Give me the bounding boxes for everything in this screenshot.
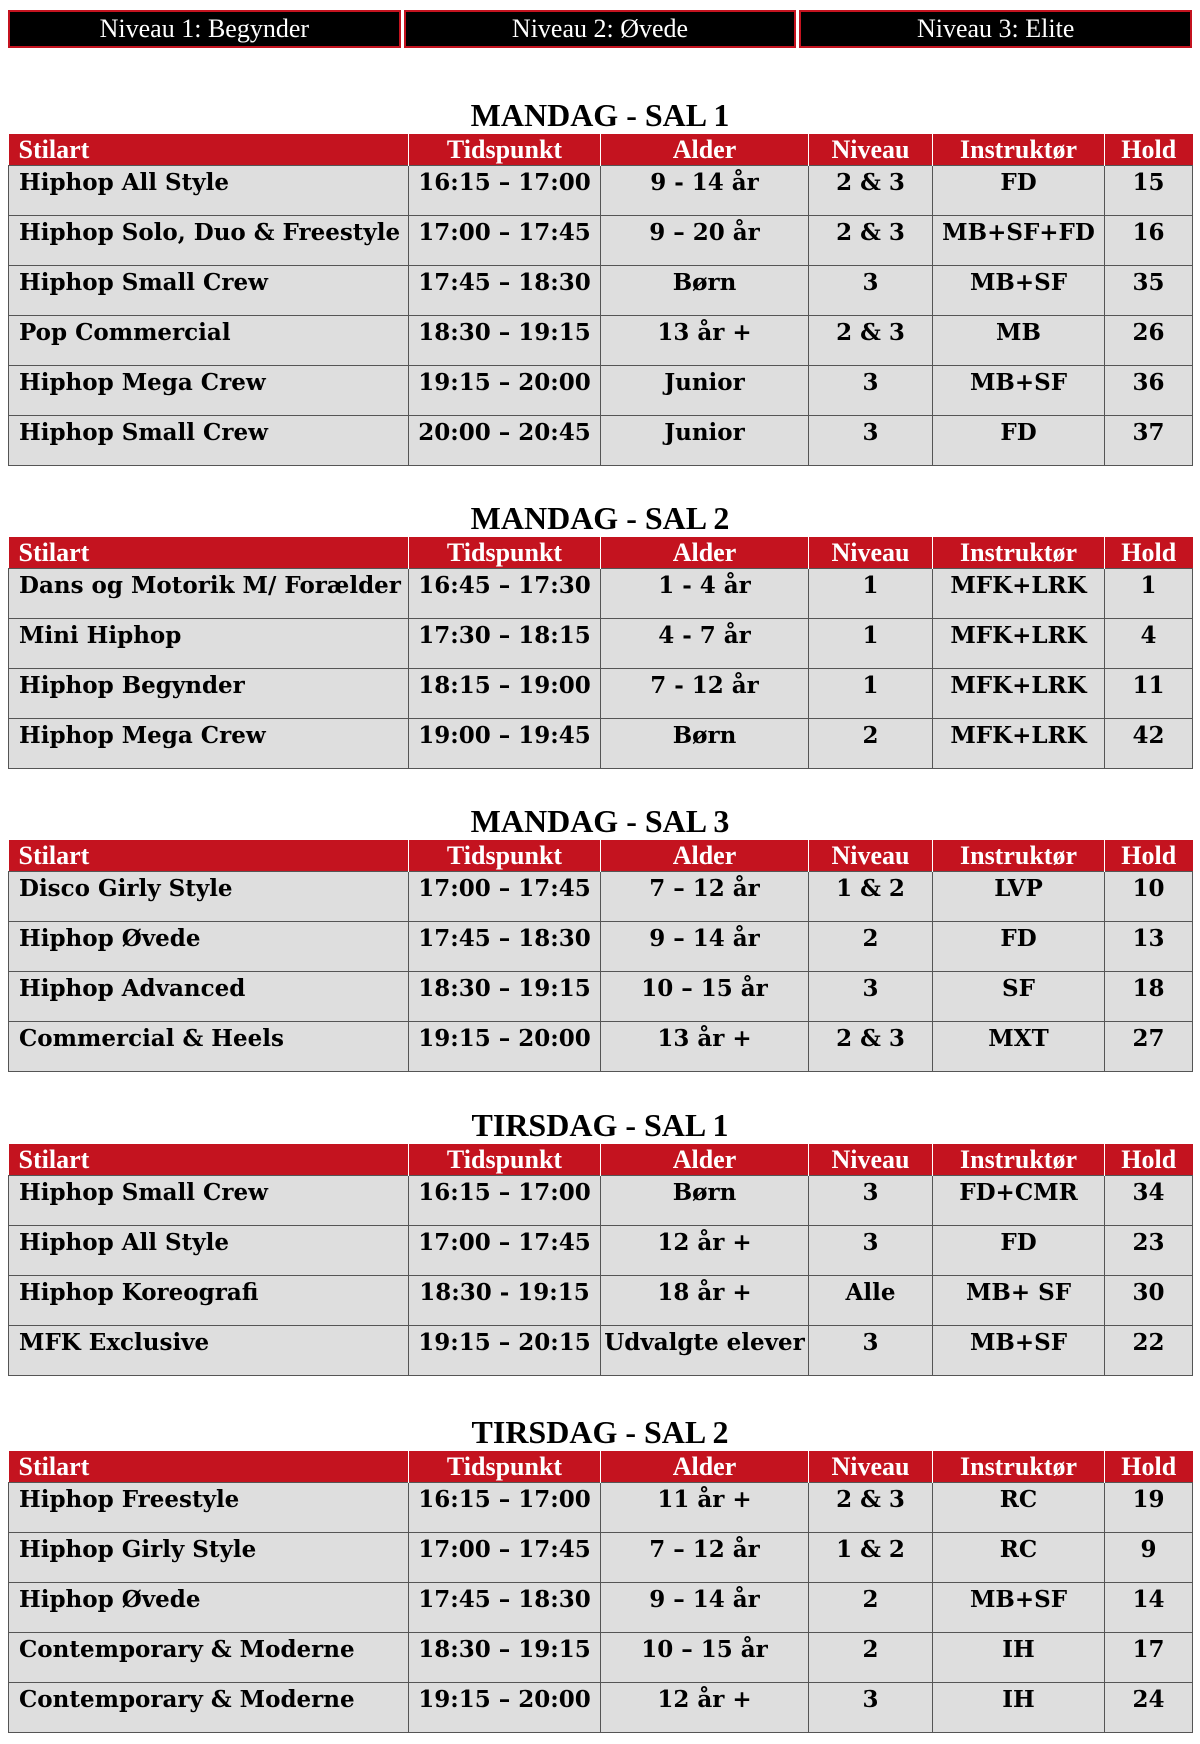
- table-row: [9, 1022, 1193, 1072]
- level-2-label: Niveau 2: Øvede: [404, 10, 797, 48]
- table-row: [9, 166, 1193, 216]
- table-row: [9, 1483, 1193, 1533]
- cell-tidspunkt: 16:15 – 17:00: [409, 166, 601, 216]
- cell-niveau: 1: [809, 669, 933, 719]
- section-title: MANDAG - SAL 3: [470, 803, 730, 839]
- cell-tidspunkt: 18:30 – 19:15: [409, 1633, 601, 1683]
- cell-instruktor: MXT: [933, 1022, 1105, 1072]
- cell-stilart: Dans og Motorik M/ Forælder: [9, 569, 409, 619]
- cell-tidspunkt: 17:00 – 17:45: [409, 216, 601, 266]
- column-header-stilart: Stilart: [9, 840, 409, 872]
- table-row: [9, 569, 1193, 619]
- cell-niveau: 3: [809, 416, 933, 466]
- table-row: [9, 1533, 1193, 1583]
- cell-niveau: 3: [809, 1176, 933, 1226]
- cell-stilart: Hiphop Small Crew: [9, 416, 409, 466]
- column-header-tidspunkt: Tidspunkt: [409, 134, 601, 166]
- cell-alder: 9 - 14 år: [601, 166, 809, 216]
- cell-niveau: 2: [809, 1583, 933, 1633]
- column-header-alder: Alder: [601, 840, 809, 872]
- schedule-table: [8, 134, 1193, 466]
- column-header-alder: Alder: [601, 1144, 809, 1176]
- cell-instruktor: FD: [933, 922, 1105, 972]
- column-header-tidspunkt: Tidspunkt: [409, 840, 601, 872]
- cell-niveau: 3: [809, 266, 933, 316]
- cell-stilart: Hiphop Øvede: [9, 922, 409, 972]
- cell-tidspunkt: 17:00 – 17:45: [409, 1533, 601, 1583]
- table-header-row: [9, 1144, 1193, 1176]
- cell-instruktor: SF: [933, 972, 1105, 1022]
- cell-stilart: MFK Exclusive: [9, 1326, 409, 1376]
- cell-stilart: Contemporary & Moderne: [9, 1633, 409, 1683]
- cell-stilart: Hiphop Small Crew: [9, 1176, 409, 1226]
- cell-hold: 42: [1105, 719, 1193, 769]
- cell-niveau: Alle: [809, 1276, 933, 1326]
- level-3-label: Niveau 3: Elite: [799, 10, 1192, 48]
- cell-niveau: 2: [809, 922, 933, 972]
- table-row: [9, 416, 1193, 466]
- cell-alder: Junior: [601, 416, 809, 466]
- column-header-instruktor: Instruktør: [933, 840, 1105, 872]
- cell-niveau: 3: [809, 366, 933, 416]
- column-header-instruktor: Instruktør: [933, 1451, 1105, 1483]
- section-title: MANDAG - SAL 2: [470, 500, 730, 536]
- cell-tidspunkt: 16:15 – 17:00: [409, 1483, 601, 1533]
- cell-alder: 7 - 12 år: [601, 669, 809, 719]
- column-header-alder: Alder: [601, 537, 809, 569]
- section-title: TIRSDAG - SAL 1: [471, 1107, 729, 1143]
- column-header-alder: Alder: [601, 134, 809, 166]
- cell-hold: 15: [1105, 166, 1193, 216]
- cell-alder: 11 år +: [601, 1483, 809, 1533]
- cell-niveau: 1 & 2: [809, 1533, 933, 1583]
- cell-tidspunkt: 19:00 – 19:45: [409, 719, 601, 769]
- schedule-table: [8, 1451, 1193, 1733]
- column-header-niveau: Niveau: [809, 840, 933, 872]
- cell-niveau: 1 & 2: [809, 872, 933, 922]
- cell-tidspunkt: 18:30 – 19:15: [409, 316, 601, 366]
- table-row: [9, 366, 1193, 416]
- cell-instruktor: MB+SF: [933, 366, 1105, 416]
- table-row: [9, 1326, 1193, 1376]
- cell-alder: 1 - 4 år: [601, 569, 809, 619]
- cell-stilart: Disco Girly Style: [9, 872, 409, 922]
- column-header-tidspunkt: Tidspunkt: [409, 1451, 601, 1483]
- cell-niveau: 3: [809, 1226, 933, 1276]
- cell-stilart: Hiphop Begynder: [9, 669, 409, 719]
- cell-hold: 14: [1105, 1583, 1193, 1633]
- cell-alder: 9 – 14 år: [601, 922, 809, 972]
- cell-instruktor: MB+SF+FD: [933, 216, 1105, 266]
- cell-tidspunkt: 16:45 – 17:30: [409, 569, 601, 619]
- column-header-tidspunkt: Tidspunkt: [409, 1144, 601, 1176]
- cell-instruktor: FD+CMR: [933, 1176, 1105, 1226]
- cell-alder: 7 – 12 år: [601, 1533, 809, 1583]
- column-header-hold: Hold: [1105, 134, 1193, 166]
- cell-alder: 18 år +: [601, 1276, 809, 1326]
- cell-stilart: Hiphop All Style: [9, 1226, 409, 1276]
- column-header-alder: Alder: [601, 1451, 809, 1483]
- column-header-hold: Hold: [1105, 537, 1193, 569]
- table-row: [9, 216, 1193, 266]
- cell-tidspunkt: 19:15 – 20:00: [409, 1683, 601, 1733]
- table-row: [9, 719, 1193, 769]
- cell-alder: 7 – 12 år: [601, 872, 809, 922]
- cell-instruktor: MFK+LRK: [933, 619, 1105, 669]
- cell-hold: 16: [1105, 216, 1193, 266]
- cell-alder: 9 – 14 år: [601, 1583, 809, 1633]
- cell-alder: 13 år +: [601, 1022, 809, 1072]
- cell-niveau: 2: [809, 719, 933, 769]
- cell-instruktor: MB: [933, 316, 1105, 366]
- table-row: [9, 316, 1193, 366]
- cell-alder: Børn: [601, 266, 809, 316]
- cell-instruktor: MFK+LRK: [933, 569, 1105, 619]
- cell-hold: 36: [1105, 366, 1193, 416]
- column-header-hold: Hold: [1105, 1144, 1193, 1176]
- table-row: [9, 872, 1193, 922]
- table-row: [9, 972, 1193, 1022]
- column-header-tidspunkt: Tidspunkt: [409, 537, 601, 569]
- section-title: TIRSDAG - SAL 2: [471, 1414, 729, 1450]
- cell-hold: 37: [1105, 416, 1193, 466]
- cell-stilart: Hiphop Mega Crew: [9, 366, 409, 416]
- table-row: [9, 1583, 1193, 1633]
- cell-niveau: 3: [809, 972, 933, 1022]
- cell-hold: 30: [1105, 1276, 1193, 1326]
- cell-tidspunkt: 17:45 – 18:30: [409, 266, 601, 316]
- cell-tidspunkt: 20:00 – 20:45: [409, 416, 601, 466]
- schedule-table: [8, 840, 1193, 1072]
- column-header-hold: Hold: [1105, 1451, 1193, 1483]
- cell-niveau: 2 & 3: [809, 1483, 933, 1533]
- cell-niveau: 3: [809, 1683, 933, 1733]
- column-header-stilart: Stilart: [9, 134, 409, 166]
- cell-stilart: Hiphop All Style: [9, 166, 409, 216]
- cell-hold: 9: [1105, 1533, 1193, 1583]
- cell-tidspunkt: 19:15 – 20:00: [409, 1022, 601, 1072]
- level-1-label: Niveau 1: Begynder: [8, 10, 401, 48]
- cell-instruktor: LVP: [933, 872, 1105, 922]
- table-row: [9, 1226, 1193, 1276]
- cell-tidspunkt: 18:15 – 19:00: [409, 669, 601, 719]
- column-header-niveau: Niveau: [809, 1451, 933, 1483]
- cell-niveau: 3: [809, 1326, 933, 1376]
- cell-alder: 13 år +: [601, 316, 809, 366]
- cell-alder: 10 – 15 år: [601, 972, 809, 1022]
- cell-instruktor: IH: [933, 1633, 1105, 1683]
- cell-tidspunkt: 17:45 – 18:30: [409, 922, 601, 972]
- table-row: [9, 1276, 1193, 1326]
- cell-instruktor: MB+ SF: [933, 1276, 1105, 1326]
- cell-alder: 4 - 7 år: [601, 619, 809, 669]
- cell-hold: 10: [1105, 872, 1193, 922]
- column-header-niveau: Niveau: [809, 1144, 933, 1176]
- cell-tidspunkt: 17:45 – 18:30: [409, 1583, 601, 1633]
- cell-stilart: Hiphop Freestyle: [9, 1483, 409, 1533]
- section-title: MANDAG - SAL 1: [470, 97, 730, 133]
- cell-stilart: Hiphop Small Crew: [9, 266, 409, 316]
- cell-instruktor: MB+SF: [933, 1326, 1105, 1376]
- cell-tidspunkt: 17:00 – 17:45: [409, 872, 601, 922]
- cell-stilart: Hiphop Øvede: [9, 1583, 409, 1633]
- cell-niveau: 2 & 3: [809, 316, 933, 366]
- column-header-instruktor: Instruktør: [933, 537, 1105, 569]
- cell-alder: 9 – 20 år: [601, 216, 809, 266]
- cell-instruktor: MFK+LRK: [933, 719, 1105, 769]
- cell-stilart: Hiphop Mega Crew: [9, 719, 409, 769]
- cell-hold: 19: [1105, 1483, 1193, 1533]
- cell-alder: 10 – 15 år: [601, 1633, 809, 1683]
- table-header-row: [9, 134, 1193, 166]
- cell-niveau: 1: [809, 619, 933, 669]
- cell-tidspunkt: 17:30 – 18:15: [409, 619, 601, 669]
- cell-stilart: Contemporary & Moderne: [9, 1683, 409, 1733]
- cell-alder: Børn: [601, 719, 809, 769]
- cell-alder: Udvalgte elever: [601, 1326, 809, 1376]
- column-header-instruktor: Instruktør: [933, 1144, 1105, 1176]
- cell-hold: 17: [1105, 1633, 1193, 1683]
- cell-instruktor: FD: [933, 166, 1105, 216]
- column-header-niveau: Niveau: [809, 537, 933, 569]
- cell-instruktor: IH: [933, 1683, 1105, 1733]
- table-row: [9, 1176, 1193, 1226]
- cell-niveau: 2 & 3: [809, 216, 933, 266]
- cell-hold: 18: [1105, 972, 1193, 1022]
- cell-alder: 12 år +: [601, 1683, 809, 1733]
- cell-hold: 13: [1105, 922, 1193, 972]
- cell-hold: 11: [1105, 669, 1193, 719]
- cell-stilart: Hiphop Advanced: [9, 972, 409, 1022]
- cell-instruktor: MB+SF: [933, 266, 1105, 316]
- cell-hold: 4: [1105, 619, 1193, 669]
- cell-hold: 27: [1105, 1022, 1193, 1072]
- cell-hold: 34: [1105, 1176, 1193, 1226]
- cell-niveau: 1: [809, 569, 933, 619]
- table-header-row: [9, 1451, 1193, 1483]
- cell-instruktor: RC: [933, 1483, 1105, 1533]
- cell-tidspunkt: 19:15 – 20:15: [409, 1326, 601, 1376]
- table-row: [9, 669, 1193, 719]
- table-row: [9, 1683, 1193, 1733]
- cell-alder: Junior: [601, 366, 809, 416]
- cell-hold: 24: [1105, 1683, 1193, 1733]
- cell-instruktor: RC: [933, 1533, 1105, 1583]
- cell-hold: 22: [1105, 1326, 1193, 1376]
- schedule-table: [8, 537, 1193, 769]
- table-row: [9, 619, 1193, 669]
- cell-niveau: 2 & 3: [809, 166, 933, 216]
- table-row: [9, 1633, 1193, 1683]
- cell-tidspunkt: 17:00 – 17:45: [409, 1226, 601, 1276]
- table-header-row: [9, 840, 1193, 872]
- column-header-stilart: Stilart: [9, 1451, 409, 1483]
- column-header-stilart: Stilart: [9, 537, 409, 569]
- cell-alder: 12 år +: [601, 1226, 809, 1276]
- cell-tidspunkt: 18:30 - 19:15: [409, 1276, 601, 1326]
- cell-stilart: Pop Commercial: [9, 316, 409, 366]
- cell-tidspunkt: 19:15 – 20:00: [409, 366, 601, 416]
- cell-stilart: Hiphop Solo, Duo & Freestyle: [9, 216, 409, 266]
- cell-hold: 1: [1105, 569, 1193, 619]
- cell-alder: Børn: [601, 1176, 809, 1226]
- schedule-table: [8, 1144, 1193, 1376]
- cell-stilart: Commercial & Heels: [9, 1022, 409, 1072]
- cell-instruktor: FD: [933, 416, 1105, 466]
- cell-hold: 23: [1105, 1226, 1193, 1276]
- cell-tidspunkt: 16:15 – 17:00: [409, 1176, 601, 1226]
- cell-niveau: 2 & 3: [809, 1022, 933, 1072]
- cell-instruktor: MFK+LRK: [933, 669, 1105, 719]
- cell-stilart: Hiphop Koreografi: [9, 1276, 409, 1326]
- cell-instruktor: MB+SF: [933, 1583, 1105, 1633]
- cell-niveau: 2: [809, 1633, 933, 1683]
- table-header-row: [9, 537, 1193, 569]
- column-header-instruktor: Instruktør: [933, 134, 1105, 166]
- cell-tidspunkt: 18:30 – 19:15: [409, 972, 601, 1022]
- column-header-stilart: Stilart: [9, 1144, 409, 1176]
- table-row: [9, 266, 1193, 316]
- cell-hold: 35: [1105, 266, 1193, 316]
- column-header-hold: Hold: [1105, 840, 1193, 872]
- level-legend: [8, 10, 1192, 48]
- cell-instruktor: FD: [933, 1226, 1105, 1276]
- cell-hold: 26: [1105, 316, 1193, 366]
- column-header-niveau: Niveau: [809, 134, 933, 166]
- cell-stilart: Mini Hiphop: [9, 619, 409, 669]
- cell-stilart: Hiphop Girly Style: [9, 1533, 409, 1583]
- table-row: [9, 922, 1193, 972]
